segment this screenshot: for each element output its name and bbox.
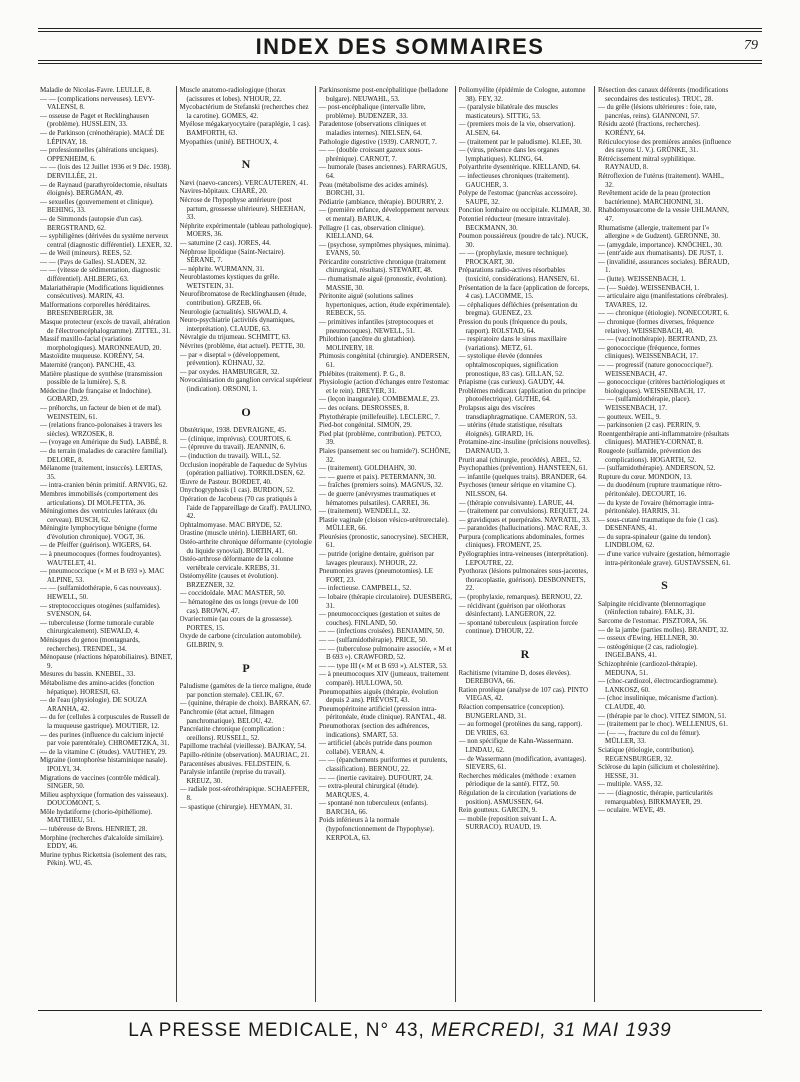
index-entry: Prurit anal (chirurgie, procédés). ABEL, 52.	[458, 455, 582, 464]
index-entry: Poliomyélite (épidémie de Cologne, automne 38). FEY, 32.	[458, 86, 586, 103]
index-entry: — (choc-cardiozol, électrocardiogramme). LANKOSZ, 60.	[598, 677, 718, 694]
index-entry: Orastine (muscle utérin). LIEBHART, 60.	[179, 529, 297, 538]
index-entry: — d'une varice vulvaire (gestation, hémorragie intra-péritonéale grave). GUSTAVSSEN, 61.	[598, 550, 731, 567]
index-entry: — extra-pleural chirurgical (étude). MARQUES, 4.	[319, 782, 419, 799]
index-entry: — (clinique, imprévus). COURTOIS, 6.	[179, 434, 292, 443]
index-entry: Pathologie digestive (1939). CARNOT, 7.	[319, 137, 437, 146]
index-entry: — osseux d'Ewing. HELLNER, 30.	[598, 634, 699, 643]
index-entry: — (amygdale, importance). KNÖCHEL, 30.	[598, 240, 723, 249]
index-entry: Psychoses (teneur sérique en vitamine C). NILSSON, 64.	[458, 481, 576, 498]
index-entry: Préparations radio-actives résorbables (toxicité, considérations). HANSEN, 61.	[458, 266, 580, 284]
index-entry: — (thérapie par le choc). VITEZ SIMON, 51.	[598, 711, 727, 720]
index-entry: Revêtement acide de la peau (protection bactérienne). MARCHIONINI, 31.	[598, 189, 711, 206]
index-entry: — tubéreuse de Brens. HENRIET, 28.	[40, 825, 148, 834]
index-entry: — tuberculeuse (forme tumorale curable chirurgicalement). SIEWALD, 4.	[40, 618, 154, 636]
index-entry: Pied-bot congénital. SIMON, 29.	[319, 421, 412, 430]
index-entry: — radiale post-sérothérapique. SCHAEFFER, 8.	[179, 785, 310, 802]
index-entry: — infectieuse. CAMPBELL, 52.	[319, 584, 412, 593]
index-entry: Péritonite aiguë (solutions salines hypertoniques, action, étude expérimentale). REBECK, 55.	[319, 292, 451, 318]
index-entry: — pneumococcique (« M et B 693 »). MAC ALPINE, 53.	[40, 567, 165, 584]
index-entry: — des purines (influence du calcium injecté par voie parentérale). CHROMETZKA, 31.	[40, 730, 170, 748]
index-entry: Ration protéique (analyse de 107 cas). PINTO VIEGAS, 42.	[458, 685, 589, 703]
index-entry: — putride (origine dentaire, guérison par lavages pleuraux). N'HOUR, 22.	[319, 550, 435, 567]
index-column	[459, 86, 592, 1004]
index-entry: — — guerre et paix). PETERMANN, 30.	[319, 472, 436, 481]
index-entry: Ostéomyélite (causes et évolution). BRZEZNER, 32.	[179, 572, 279, 589]
section-letter: O	[241, 404, 251, 419]
index-entry: Pneumopathies aiguës (thérapie, évolution depuis 2 ans). PRÉVOST, 43.	[319, 687, 438, 705]
index-entry: — (premiers mois de la vie, observation). ALSEN, 64.	[458, 120, 576, 137]
index-entry: — — (diagnostic, thérapie, particularités remarquables). BIRKMAYER, 29.	[598, 788, 713, 806]
index-entry: Protamine-zinc-insuline (précisions nouvelles). DARNAUD, 3.	[458, 438, 591, 455]
index-entry: — céphaliques défléchies (présentation du bregma). GUENEZ, 23.	[458, 300, 578, 318]
footer-journal: LA PRESSE MEDICALE, N° 43,	[128, 1020, 425, 1041]
index-entry: Membres immobilisés (comportement des articulations). DI MOLFETTA, 36.	[40, 489, 159, 507]
index-entry: Méningiomes des ventricules latéraux (du cerveau). BUSCH, 62.	[40, 507, 158, 524]
index-entry: — — (complications nerveuses). LEVY-VALENSI, 8.	[40, 94, 155, 112]
index-entry: — (virus, présence dans les organes lymphatiques). KLING, 64.	[458, 146, 560, 163]
index-entry: Réaction compensatrice (conception). BUNGERLAND, 31.	[458, 702, 565, 720]
index-entry: Polype de l'estomac (pancréas accessoire). SAUPE, 32.	[458, 189, 578, 206]
index-entry: — — (infections croisées). BENJAMIN, 50.	[319, 627, 445, 636]
index-entry: — (thérapie convulsivante). LARUE, 44.	[458, 498, 575, 507]
index-entry: Ostéo-arthrose déformante de la colonne vertébrale cervicale. KREBS, 31.	[179, 555, 294, 572]
index-entry: — streptococciques otogènes (sulfamides). SVENSON, 64.	[40, 601, 161, 619]
index-entry: Priapisme (cas curieux). GAUDY, 44.	[458, 378, 565, 387]
index-entry: — préhorchs, un facteur de bien et de mal). WEINSTEIN, 61.	[40, 403, 162, 421]
index-entry: Sarcome de l'estomac. PISZTORA, 56.	[598, 617, 708, 626]
index-entry: — — (double croissant gazeux sous-phrénique). CARNOT, 7.	[319, 146, 423, 163]
index-entry: — (— —, fracture du col du fémur). MÜLLER, 33.	[598, 728, 701, 746]
index-entry: — par « diseptal » (développement, prévention). KÜHNAU, 32.	[179, 350, 280, 368]
index-entry: — (paralysie bilatérale des muscles masticateurs). SITTIG, 53.	[458, 103, 559, 120]
index-entry: Murine typhus Rickettsia (isolement des rats, Pékin). WU, 45.	[40, 850, 167, 868]
index-entry: Résidu azoté (fractions, recherches). KORÉNY, 64.	[598, 120, 701, 137]
column-divider	[455, 86, 456, 1002]
index-entry: — du terrain (maladies de caractère familial). DELORE, 8.	[40, 446, 168, 464]
index-column	[598, 86, 731, 1004]
index-entry: Schizophrénie (cardiozol-thérapie). MEDUNA, 51.	[598, 660, 698, 677]
index-entry: Paralysie infantile (reprise du travail). KREUZ, 30.	[179, 768, 286, 785]
index-entry: Peau (métabolisme des acides aminés). BORCHI, 31.	[319, 180, 429, 198]
index-entry: — de guerre (anévrysmes traumatiques et hématomes pulsatiles). CARREI, 36.	[319, 489, 436, 507]
index-entry: — des océans. DESROSSES, 8.	[319, 403, 410, 412]
index-entry: — artificiel (abcès putride dans poumon collabé). VERAN, 4.	[319, 739, 432, 756]
index-entry: — de la vitamine C (études). VAUTHEY, 29.	[40, 747, 167, 756]
column-divider	[594, 86, 595, 1002]
section-letter: S	[661, 578, 668, 593]
index-column	[40, 86, 173, 1004]
index-entry: — (traitement). WENDELL, 32.	[319, 507, 411, 516]
page-title: INDEX DES SOMMAIRES	[255, 34, 545, 59]
index-entry: — — (lois des 12 Juillet 1936 et 9 Déc. 1938). DERVILLÉE, 21.	[40, 163, 172, 180]
index-entry: Neuro-psychiatrie (activités dynamiques, interprétation). CLAUDE, 63.	[179, 316, 295, 333]
index-entry: — saturnine (2 cas). JORES, 44.	[179, 238, 271, 247]
index-entry: Obstétrique, 1938. DEVRAIGNE, 45.	[179, 426, 287, 435]
index-entry: — de Pfeiffer (guérison). WIGERS, 64.	[40, 541, 152, 550]
index-entry: — — (sulfamidothérapie, place). WEISSENBACH, 17.	[598, 395, 691, 412]
index-entry: Neuroblastomes kystiques du grêle. WETSTEIN, 31.	[179, 273, 280, 290]
index-entry: — multiple. VASS, 32.	[598, 780, 663, 789]
index-entry: Rein goutteux. GARCIN, 9.	[458, 806, 538, 815]
index-entry: — (entr'aide aux rhumatisants). DE JUST, 1.	[598, 249, 724, 258]
index-entry: Recherches médicales (méthode : examen périodique de la santé). FITZ, 50.	[458, 771, 576, 789]
index-columns	[40, 86, 768, 1004]
index-entry: — au formogel (protéines du sang, rapport). DE VRIES, 63.	[458, 720, 583, 737]
index-entry: Neurologie (actualités). SIGWALD, 4.	[179, 307, 288, 316]
index-entry: Pied plat (problème, contribution). PETCO, 39.	[319, 429, 442, 447]
index-entry: Ostéo-arthrite chronique déformante (cytologie du liquide synovial). BORTIN, 41.	[179, 537, 312, 555]
index-entry: Purpura (complications abdominales, formes cliniques). FROMENT, 25.	[458, 532, 585, 550]
index-entry: Névralgie du trijumeau. SCHMITT, 63.	[179, 333, 291, 342]
header-rule-bottom-inner	[38, 63, 762, 64]
index-entry: Myélose mégakaryocytaire (paraplégie, 1 cas). BAMFORTH, 63.	[179, 120, 311, 137]
index-entry: — de Simmonds (autopsie d'un cas). BERGSTRAND, 62.	[40, 214, 143, 232]
index-entry: Parkinsonisme post-encéphalitique (belladone bulgare). NEUWAHL, 53.	[319, 86, 449, 103]
index-entry: Pyothorax (lésions pulmonaires sous-jacentes, thoracoplastie, guérison). DESBONNETS, 22.	[458, 567, 588, 593]
index-entry: — (sulfamidothérapie). ANDERSON, 52.	[598, 464, 716, 473]
index-entry: Métabolisme des amino-acides (fonction hépatique). HORESJI, 63.	[40, 678, 155, 696]
index-entry: — (— Suède). WEISSENBACH, 1.	[598, 283, 700, 292]
index-entry: Navires-hôpitaux. CHARÉ, 20.	[179, 187, 268, 196]
index-entry: Péricardite constrictive chronique (traitement chirurgical, résultats). STEWART, 48.	[319, 257, 446, 275]
index-entry: Mesures du bassin. KNEBEL, 33.	[40, 670, 136, 679]
index-entry: — goutteux. WEIL, 9.	[598, 412, 661, 421]
index-entry: — par oxydes. HAMBURGER, 32.	[179, 367, 280, 376]
index-entry: — primitives infantiles (streptocoques et pneumocoques). NEWELL, 51.	[319, 318, 434, 335]
index-entry: — ostéogénique (2 cas, radiologie). INGELBANS, 41.	[598, 642, 698, 660]
index-entry: — (induction du travail). WILL, 52.	[179, 451, 281, 460]
index-entry: Polyarthrite dysentérique. KIELLAND, 64.	[458, 163, 581, 172]
index-entry: Régulation de la circulation (variations de position). ASMUSSEN, 64.	[458, 788, 577, 806]
index-entry: Sciatique (étiologie, contribution). REGENSBURGER, 32.	[598, 745, 695, 763]
index-entry: Pneumothorax (section des adhérences, indications). SMART, 53.	[319, 721, 430, 739]
index-entry: — — progressif (nature gonococcique?). WEISSENBACH, 47.	[598, 361, 713, 378]
index-entry: — lobaire (thérapie circulatoire). DUESBERG, 31.	[319, 593, 452, 610]
index-entry: — (traitement par le choc). WELLENIUS, 61.	[598, 720, 728, 729]
index-entry: Migrations de vaccines (contrôle médical). SINGER, 50.	[40, 773, 160, 791]
index-entry: Rhabdomyosarcome de la vessie UHLMANN, 47.	[598, 206, 729, 223]
index-entry: Môle hydatiforme (chorio-épithéliome). MATTHIEU, 51.	[40, 807, 153, 825]
index-entry: Mélanome (traitement, insuccès). LERTAS, 35.	[40, 464, 163, 481]
index-entry: — sexuelles (gouvernement et clinique). BEHING, 33.	[40, 197, 154, 215]
index-entry: Novocaïnisation du ganglion cervical supérieur (indication). ORSONI, 1.	[179, 376, 313, 393]
index-entry: Ponction lombaire ou occipitale. KLIMAR, 30.	[458, 206, 592, 215]
index-entry: — — (Pays de Galles). SLADEN, 32.	[40, 257, 147, 266]
index-entry: Plastie vaginale (cloison vésico-urétrorectale). MÜLLER, 66.	[319, 515, 449, 533]
index-entry: Papillome trachéal (vieillesse). BAJKAY, 54.	[179, 742, 307, 751]
index-entry: — (première enfance, développement nerveux et mental). BARUK, 4.	[319, 206, 450, 223]
index-entry: — de Parkinson (crénothérapie). MACÉ DE LÉPINAY, 18.	[40, 128, 165, 146]
index-entry: Neurofibromatose de Recklinghausen (étude, contribution). GRZEB, 66.	[179, 290, 307, 308]
index-entry: — (invalidité, assurances sociales). BÉRAUD, 1.	[598, 257, 730, 275]
index-entry: Massif maxillo-facial (variations morphologiques). MARONNEAUD, 20.	[40, 335, 162, 352]
index-entry: — de Raynaud (parathyroïdectomie, résultats éloignés). BERGMAN, 49.	[40, 180, 168, 198]
index-entry: Maladie de Nicolas-Favre. LEULLE, 8.	[40, 86, 152, 94]
index-entry: — oculaire. WEVE, 49.	[598, 806, 666, 815]
index-column	[180, 86, 313, 1004]
index-entry: Morphine (recherches d'alcaloïde similaire). EDDY, 46.	[40, 833, 164, 851]
index-entry: — respiratoire dans le sinus maxillaire (variations). METZ, 61.	[458, 335, 567, 352]
index-entry: — — (sulfamidothérapie). PRICE, 50.	[319, 636, 428, 644]
index-entry: Poumon poussiéreux (poudre de talc). NUCK, 30.	[458, 232, 589, 249]
index-entry: — gonococcique (critères bactériologiques et biologiques). WEISSENBACH, 17.	[598, 378, 726, 395]
index-entry: Pédiatrie (ambiance, thérapie). BOURRY, 2.	[319, 197, 444, 206]
index-entry: Nécrose de l'hypophyse antérieure (post partum, grossesse ultérieure). SHEEHAN, 33.	[179, 195, 306, 222]
index-entry: Malariathérapie (Modifications liquidiennes consécutives). MARIN, 43.	[40, 283, 164, 301]
index-column	[319, 86, 452, 1004]
index-entry: Présentation de la face (application de forceps, 4 cas). LACOMME, 15.	[458, 283, 590, 301]
index-entry: — (traitement par le paludisme). KLEE, 30.	[458, 137, 582, 146]
index-entry: Phytothérapie (millefeuille). LECLERC, 7.	[319, 412, 440, 421]
index-entry: — spastique (chirurgie). HEYMAN, 31.	[179, 802, 293, 811]
index-entry: Muscle anatomo-radiologique (thorax (acissures et lobes). N'HOUR, 22.	[179, 86, 286, 103]
index-entry: Matière plastique de synthèse (transmission possible de la lumière). S, 8.	[40, 369, 163, 387]
index-entry: Occlusion inopérable de l'aqueduc de Sylvius (opération palliative). TORKILDSEN, 62.	[179, 460, 307, 478]
index-entry: — coccidoïdale. MAC MASTER, 50.	[179, 589, 286, 598]
index-entry: — (voyage en Amérique du Sud). LABBÉ, 8.	[40, 438, 168, 447]
index-entry: Pancréatite chronique (complication : oreillons). RUSSELL, 52.	[179, 725, 285, 742]
index-entry: Névrites (problème, état actuel). PETTE, 30.	[179, 342, 305, 351]
header-rule-top	[38, 28, 762, 29]
index-entry: Papillo-rétinite (observation). MAURIAC, 21.	[179, 750, 310, 759]
index-entry: — du kyste de l'ovaire (hémorragie intra-péritonéale). HARRIS, 31.	[598, 498, 714, 516]
footer-rule	[38, 1010, 762, 1011]
index-entry: — chronique (formes diverses, fréquence relative). WEISSENBACH, 40.	[598, 318, 715, 335]
index-entry: — articulaire aigu (manifestations cérébrales). TAVARES, 12.	[598, 292, 729, 309]
index-entry: Médecine (Inde française et Indochine). GOBARD, 29.	[40, 386, 152, 404]
index-entry: Phlébites (traitement). P. G., 8.	[319, 369, 406, 378]
index-entry: — (psychose, symptômes physiques, minima). EVANS, 50.	[319, 240, 450, 258]
index-entry: Nævi (naevo-cancers). VERCAUTEREN, 41.	[179, 178, 309, 187]
index-entry: Paludisme (gamètes de la tierce maligne, étude par ponction sternale). CELIK, 67.	[179, 682, 312, 699]
index-entry: Maternité (rançon). PANCHE, 43.	[40, 361, 136, 369]
index-entry: — (prophylaxie, remarques). BERNOU, 22.	[458, 593, 583, 602]
index-entry: — humorale (bases anciennes). FARRAGUS, 64.	[319, 163, 448, 180]
index-entry: Malformations corporelles héréditaires. BRESENBERGER, 38.	[40, 300, 151, 318]
index-entry: — de l'eau (physiologie). DE SOUZA ARANHA, 42.	[40, 696, 147, 713]
index-entry: — — (prophylaxie, mesure technique). PROCKART, 30.	[458, 249, 569, 266]
footer	[0, 1020, 800, 1042]
page-number: 79	[744, 38, 758, 53]
index-entry: Réticulocytose des premières années (influence des rayons U. V.). GRÜNKE, 31.	[598, 137, 731, 155]
index-entry: Problèmes médicaux (application du principe photoélectrique). GUTHE, 64.	[458, 386, 586, 404]
index-entry: Potentiel réducteur (mesure intravitale). BECKMANN, 30.	[458, 214, 571, 232]
index-entry: Pneumopéritoine artificiel (pression intra-péritonéale, étude clinique). RANTAL, 48.	[319, 704, 446, 722]
index-entry: — paranoïdes (hallucinations). MAC RAE, 3.	[458, 524, 588, 533]
index-entry: Rachitisme (vitamine D, doses élevées). DEREBOVA, 66.	[458, 668, 571, 686]
index-entry: — fraîches (premiers soins). MAGNUS, 32.	[319, 481, 444, 490]
index-entry: — récidivant (guérison par oléothorax désinfectant). LANGERON, 22.	[458, 601, 566, 619]
index-entry: Méningite lymphocytique bénigne (forme d'évolution chronique). VOGT, 36.	[40, 524, 158, 541]
index-entry: — (traitement par convulsions). REQUET, 24.	[458, 507, 590, 516]
index-entry: Résection des canaux déférents (modifications secondaires des testicules). TRUC, 28.	[598, 86, 729, 103]
index-entry: — du duodénum (rupture traumatique rétro-péritonéale). DECOURT, 16.	[598, 481, 722, 498]
index-entry: Rupture du cœur. MONDON, 13.	[598, 472, 692, 481]
index-entry: Milieu asphyxique (formation des vaisseaux). DOUCOMONT, 5.	[40, 790, 169, 808]
index-entry: Pellagre (1 cas, observation clinique). KIELLAND, 64.	[319, 223, 425, 241]
index-entry: — — (vitesse de sédimentation, diagnostic différentiel). AHLBERG, 63.	[40, 266, 161, 284]
index-entry: Œuvre de Pasteur. BORDET, 40.	[179, 477, 272, 486]
index-entry: — (leçon inaugurale). COMBEMALE, 23.	[319, 395, 440, 404]
index-entry: — syphiligènes (dérivées du système nerveux central (diagnostic différentiel). LEXER, 32.	[40, 232, 173, 249]
index-entry: Oxyde de carbone (circulation automobile). GILBRIN, 9.	[179, 632, 302, 650]
index-entry: — — (tuberculose pulmonaire associée, « M et B 693 »). CRAWFORD, 52.	[319, 644, 452, 662]
index-entry: Phimosis congénital (chirurgie). ANDERSEN, 61.	[319, 352, 450, 369]
index-entry: — (épreuve du travail). JEANNIN, 6.	[179, 443, 286, 452]
index-entry: Masque protecteur (excès de travail, altération de l'électroencéphalogramme). ZITTEL, 31.	[40, 318, 171, 335]
index-entry: — — (épanchements puriformes et purulents, classification). BERNOU, 22.	[319, 756, 448, 773]
index-entry: — gravidiques et puerpérales. NAVRATIL, 33.	[458, 515, 591, 524]
section-letter: N	[241, 157, 251, 172]
index-entry: Pleurésies (pronostic, sanocrysine). SECHER, 61.	[319, 532, 449, 550]
index-entry: Ménopause (réactions hépatobiliaires). BINET, 9.	[40, 653, 173, 670]
index-entry: Pneumonies graves (pneumotomies). LE FORT, 23.	[319, 567, 433, 584]
index-entry: — du grêle (lésions ultérieures : foie, rate, pancréas, reins). GIANNONI, 57.	[598, 103, 717, 120]
index-entry: — mobile (reposition suivant L. A. SURRACO). RUAUD, 19.	[458, 814, 557, 832]
index-entry: Poids inférieurs à la normale (hypofonctionnement de l'hypophyse). KERPOLA, 63.	[319, 816, 434, 842]
index-entry: — — (sulfamidothérapie, 6 cas nouveaux). HEWELL, 50.	[40, 584, 162, 602]
index-entry: Plaies (pansement sec ou humide?). SCHÖNE, 32.	[319, 446, 451, 464]
index-entry: Onychogryphosis (1 cas). BURDON, 52.	[179, 486, 295, 495]
index-entry: Ophtalmomyase. MAC BRYDE, 52.	[179, 520, 283, 529]
index-entry: Pyélographies intra-veineuses (interprétation). LEPOUTRE, 22.	[458, 550, 589, 567]
index-entry: — professionnelles (altérations unciques). OPPENHEIM, 6.	[40, 146, 159, 163]
header-rule-top-inner	[38, 31, 762, 32]
index-entry: Paradentose (observations cliniques et maladies internes). NIELSEN, 64.	[319, 120, 427, 137]
index-entry: — (choc insulinique, mécanisme d'action). CLAUDE, 40.	[598, 694, 718, 711]
index-entry: — intra-cranien bénin primitif. ARNVIG, 62.	[40, 481, 168, 490]
section-letter: R	[520, 647, 530, 661]
column-divider	[176, 86, 177, 1002]
index-entry: — — (vaccinothérapie). BERTRAND, 23.	[598, 335, 718, 344]
index-entry: — — type III (« M et B 693 »). ALSTER, 53.	[319, 661, 448, 670]
index-entry: Philothion (ancêtre du glutathion). MOLINERY, 18.	[319, 335, 416, 352]
index-entry: Physiologie (action d'échanges entre l'estomac et le rein). DREYER, 31.	[319, 378, 450, 395]
index-entry: Rétrécissement mitral syphilitique. RAYNAUD, 8.	[598, 154, 696, 172]
index-entry: — pneumococciques (gestation et suites de couches). FINLAND, 50.	[319, 610, 441, 627]
index-entry: — (traitement). GOLDHAHN, 30.	[319, 464, 417, 473]
index-entry: — infantile (quelques traits). BRANDER, 64.	[458, 472, 587, 481]
index-entry: — gonococcique (fréquence, formes cliniques). WEISSENBACH, 17.	[598, 343, 701, 361]
index-entry: Prolapsus aigu des viscères transdiaphragmatique. CAMERON, 53.	[458, 403, 577, 421]
index-entry: Psychopathies (prévention). HANSTEEN, 61.	[458, 464, 588, 473]
index-entry: — parkinsonien (2 cas). PERRIN, 9.	[598, 421, 701, 430]
index-entry: — (relations franco-polonaises à travers les siècles). WRZOSEK, 8.	[40, 421, 162, 438]
index-entry: Rétroflexion de l'utérus (traitement). WAHL, 32.	[598, 171, 724, 189]
index-entry: — néphrite. WURMANN, 31.	[179, 264, 265, 273]
index-entry: Pression du pouls (fréquence du pouls, rapport). ROLSTAD, 64.	[458, 318, 567, 335]
index-entry: — spontané non tuberculeux (enfants). BARCHA, 66.	[319, 799, 429, 816]
index-entry: — post-encéphalique (intervalle libre, problème). BUDENZER, 33.	[319, 103, 426, 120]
index-entry: Mycobactérium de Stefanski (recherches chez la carotine). GOMES, 42.	[179, 103, 309, 120]
index-entry: — de la jambe (parties molles). BRANDT, 32.	[598, 625, 729, 634]
index-entry: Paracentèses abusives. FELDSTEIN, 6.	[179, 759, 291, 768]
index-entry: — — (inertie cavitaire). DUFOURT, 24.	[319, 773, 433, 782]
index-entry: Rougeole (sulfamide, prévention des complications). HOGARTH, 52.	[598, 446, 702, 464]
index-entry: Néphrite expérimentale (tableau pathologique). MOERS, 36.	[179, 221, 313, 239]
index-entry: — (quinine, thérapie de choix). BARKAN, 67.	[179, 699, 311, 708]
index-entry: Ménisques du genou (montagnards, recherches). TRENDEL, 34.	[40, 636, 140, 653]
index-entry: Panchromie (état actuel, filmagen panchromatique). BELOU, 42.	[179, 708, 274, 725]
index-entry: Sclérose du lapin (silicium et cholestérine). HESSE, 31.	[598, 763, 720, 780]
index-entry: — systolique élevée (données ophtalmoscopiques, signification pronostique, 83 cas). GILLAN, 52.	[458, 352, 564, 378]
index-entry: — de Weil (mineurs). REES, 52.	[40, 249, 132, 258]
index-entry: Migraine (iontophorèse histaminique nasale). IPOLYI, 34.	[40, 756, 168, 773]
index-entry: — hématogène des os longs (revue de 100 cas). BROWN, 47.	[179, 598, 299, 615]
index-entry: Myopathies (unité). BETHOUX, 4.	[179, 137, 279, 146]
column-divider	[315, 86, 316, 1002]
footer-date: MERCREDI, 31 MAI 1939	[431, 1020, 672, 1041]
section-letter: P	[242, 660, 250, 675]
header-rule-bottom	[38, 60, 762, 61]
index-entry: — du fer (cellules à corpuscules de Russell de la muqueuse gastrique). MOUTIER, 12.	[40, 713, 170, 730]
index-entry: — utérins (étude statistique, résultats éloignés). GIRARD, 16.	[458, 421, 563, 438]
index-entry: Ovariectomie (au cours de la grossesse). PORTES, 15.	[179, 615, 293, 632]
index-entry: — osseuse de Paget et Recklinghausen (problème). HUSSLEIN, 33.	[40, 111, 150, 129]
index-entry: — de Wassermann (modification, avantages). SIEVERS, 61.	[458, 754, 587, 772]
index-entry: Rhumatisme (allergie, traitement par l'« allergine » de Gudzent). GERONNE, 30.	[598, 223, 720, 241]
index-entry: Opération de Jacobeus (70 cas pratiqués à l'aide de l'appareillage de Graff). PAULINO, 42.	[179, 494, 312, 521]
index-entry: — — chronique (étiologie). NONECOURT, 6.	[598, 309, 729, 318]
index-entry: — sous-cutané traumatique du foie (1 cas). DESENFANS, 41.	[598, 515, 719, 533]
index-entry: Mastoïdite muqueuse. KORÉNY, 54.	[40, 352, 145, 361]
index-entry: — non spécifique de Kahn-Wassermann. LINDAU, 62.	[458, 737, 574, 754]
index-entry: — rhumatismale aiguë (pronostic, évolution). MASSIE, 30.	[319, 275, 447, 292]
index-entry: — spontané tuberculeux (aspiration forcée continue). D'HOUR, 22.	[458, 618, 578, 636]
index-entry: — à pneumocoques XIV (jumeaux, traitement comparé). HULLOWA, 50.	[319, 670, 449, 687]
index-entry: — infectieuses chroniques (traitement). GAUCHER, 3.	[458, 171, 570, 189]
index-entry: Roentgenthérapie anti-inflammatoire (résultats cliniques). MATHEY-CORNAT, 8.	[598, 429, 730, 447]
index-entry: Néphrose lipoïdique (Saint-Nectaire). SÉRANE, 7.	[179, 247, 286, 265]
index-entry: — du supra-spinaleur (gaine du tendon). LINDBLOM, 62.	[598, 532, 712, 550]
index-entry: Salpingite récidivante (blennorragique (réinfection tubaire). FALK, 31.	[598, 599, 706, 617]
index-entry: — (lutte). WEISSENBACH, 1.	[598, 275, 686, 284]
index-entry: — à pneumocoques (formes foudroyantes). WAUTELET, 41.	[40, 550, 162, 567]
